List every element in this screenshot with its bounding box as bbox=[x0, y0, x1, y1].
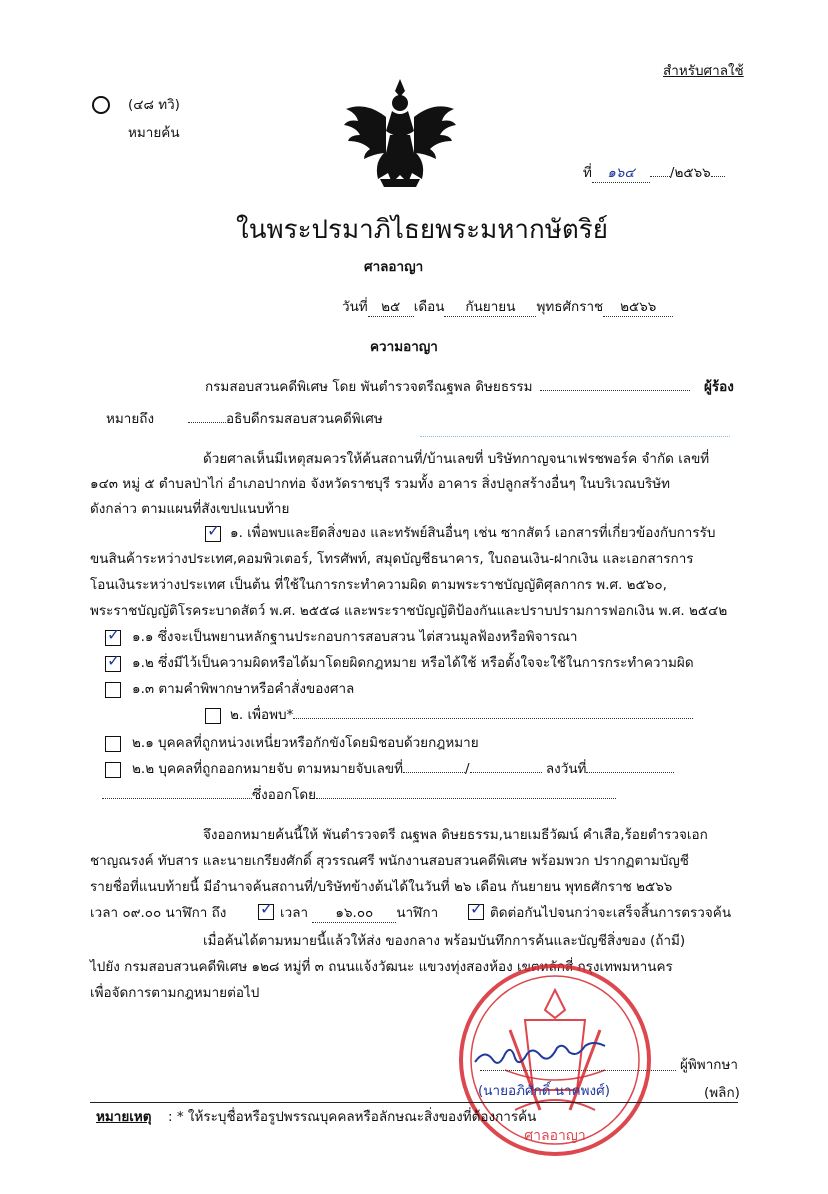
doc-number bbox=[583, 164, 725, 183]
item2-text: ๒. เพื่อพบ* bbox=[230, 707, 294, 723]
stamp-text: ศาลอาญา bbox=[524, 1128, 586, 1144]
form-title: หมายค้น bbox=[128, 125, 180, 141]
item2-1-checkbox[interactable] bbox=[105, 736, 121, 752]
doc-number-handwritten: ๑๖๔ bbox=[607, 165, 635, 181]
judge-name: (นายอภิศักดิ์ นาคพงศ์) bbox=[478, 1083, 610, 1099]
royal-heading: ในพระปรมาภิไธยพระมหากษัตริย์ bbox=[236, 215, 608, 245]
time-line bbox=[90, 904, 226, 922]
check-mark-icon: ✓ bbox=[207, 521, 221, 540]
item2-1-text: ๒.๑ บุคคลที่ถูกหน่วงเหนี่ยวหรือกักขังโดยมิชอบด้วยกฎหมาย bbox=[132, 735, 479, 751]
time-checkbox-2[interactable] bbox=[468, 899, 484, 920]
time-line-b bbox=[280, 904, 438, 923]
note-text: : * ให้ระบุชื่อหรือรูปพรรณบุคคลหรือลักษณะสิ่งของที่ต้องการค้น bbox=[168, 1109, 537, 1125]
time-from: เวลา ๐๙.๐๐ นาฬิกา ถึง bbox=[90, 905, 227, 921]
case-type: ความอาญา bbox=[370, 339, 438, 355]
doc-number-prefix: ที่ bbox=[583, 165, 592, 181]
arrest-date-label: ลงวันที่ bbox=[545, 761, 587, 777]
day-value: ๒๕ bbox=[381, 299, 401, 315]
item1-3-text: ๑.๓ ตามคำพิพากษาหรือคำสั่งของศาล bbox=[132, 681, 355, 697]
day-label: วันที่ bbox=[342, 299, 368, 315]
item2-line bbox=[230, 706, 693, 724]
time-continuous: ติดต่อกันไปจนกว่าจะเสร็จสิ้นการตรวจค้น bbox=[490, 905, 732, 921]
item1-checkbox[interactable] bbox=[205, 521, 221, 542]
arrest-warrant-label: ๒.๒ บุคคลที่ถูกออกหมายจับ ตามหมายจับเลขที่ bbox=[132, 761, 404, 777]
para1-line2: ๑๔๓ หมู่ ๕ ตำบลป่าไก่ อำเภอปากท่อ จังหวัดราชบุรี รวมทั้ง อาคาร สิ่งปลูกสร้างอื่นๆ ในบริเวณบริษัท bbox=[90, 476, 671, 492]
item1-1-checkbox[interactable] bbox=[105, 625, 121, 646]
para2-line1: จึงออกหมายค้นนี้ให้ พันตำรวจตรี ณฐพล ดิษยธรรม,นายเมธีวัฒน์ คำเสือ,ร้อยตำรวจเอก bbox=[203, 827, 708, 843]
issued-by-line bbox=[102, 786, 616, 804]
signature-line bbox=[480, 1058, 676, 1076]
para3-line3: เพื่อจัดการตามกฎหมายต่อไป bbox=[90, 985, 260, 1001]
check-mark-icon: ✓ bbox=[107, 651, 121, 670]
addressee-dotted-line bbox=[420, 436, 730, 437]
check-mark-icon: ✓ bbox=[470, 899, 484, 918]
para1-line1: ด้วยศาลเห็นมีเหตุสมควรให้ค้นสถานที่/บ้านเลขที่ บริษัทกาญจนาเฟรชพอร์ค จำกัด เลขที่ bbox=[203, 451, 710, 467]
petitioner-name: กรมสอบสวนคดีพิเศษ โดย พันตำรวจตรีณฐพล ดิษยธรรม bbox=[205, 379, 533, 395]
time-unit: นาฬิกา bbox=[396, 905, 439, 921]
judge-role: ผู้พิพากษา bbox=[680, 1057, 738, 1073]
form-number: (๔๘ ทวิ) bbox=[128, 97, 180, 113]
petitioner-line bbox=[205, 378, 690, 396]
time-checkbox-1[interactable] bbox=[258, 899, 274, 920]
item1-1-text: ๑.๑ ซึ่งจะเป็นพยานหลักฐานประกอบการสอบสวน ไต่สวนมูลฟ้องหรือพิจารณา bbox=[132, 629, 578, 645]
court-name: ศาลอาญา bbox=[364, 259, 424, 275]
time-to-label: เวลา bbox=[280, 905, 309, 921]
para2-line3: รายชื่อที่แนบท้ายนี้ มีอำนาจค้นสถานที่/บริษัทข้างต้นได้ในวันที่ ๒๖ เดือน กันยายน พุทธศักราช ๒๕๖๖ bbox=[90, 879, 673, 895]
item2-2-line: ๒.๒ บุคคลที่ถูกออกหมายจับ ตามหมายจับเลขที่ / ลงวันที่ bbox=[132, 760, 674, 778]
addressee-line bbox=[188, 410, 383, 428]
issued-by-label: ซึ่งออกโดย bbox=[252, 787, 317, 803]
form-circle-mark bbox=[92, 96, 110, 114]
addressee-label: หมายถึง bbox=[106, 411, 155, 427]
para3-line2: ไปยัง กรมสอบสวนคดีพิเศษ ๑๒๘ หมู่ที่ ๓ ถนนแจ้งวัฒนะ แขวงทุ่งสองห้อง เขตหลักสี่ กรุงเทพมหานคร bbox=[90, 959, 673, 975]
item1-line2: ขนสินค้าระหว่างประเทศ,คอมพิวเตอร์, โทรศัพท์, สมุดบัญชีธนาคาร, ใบถอนเงิน-ฝากเงิน และเอกสารการ bbox=[90, 551, 694, 567]
item2-2-checkbox[interactable] bbox=[105, 762, 121, 778]
era-label: พุทธศักราช bbox=[536, 299, 604, 315]
petitioner-role: ผู้ร้อง bbox=[704, 379, 734, 395]
para1-line3: ดังกล่าว ตามแผนที่สังเขปแนบท้าย bbox=[90, 501, 290, 517]
garuda-emblem-icon bbox=[340, 75, 460, 190]
note-label: หมายเหตุ bbox=[96, 1109, 152, 1125]
year-value: ๒๕๖๖ bbox=[620, 299, 657, 315]
item1-line3: โอนเงินระหว่างประเทศ เป็นต้น ที่ใช้ในการกระทำความผิด ตามพระราชบัญญัติศุลกากร พ.ศ. ๒๕๖๐, bbox=[90, 577, 667, 593]
para3-line1: เมื่อค้นได้ตามหมายนี้แล้วให้ส่ง ของกลาง พร้อมบันทึกการค้นและบัญชีสิ่งของ (ถ้ามี) bbox=[203, 933, 686, 949]
item2-checkbox[interactable] bbox=[205, 708, 221, 724]
item1-line4: พระราชบัญญัติโรคระบาดสัตว์ พ.ศ. ๒๕๕๘ และพระราชบัญญัติป้องกันและปราบปรามการฟอกเงิน พ.ศ. ๒๕๔๒ bbox=[90, 603, 728, 619]
turn-page-label: (พลิก) bbox=[704, 1085, 740, 1101]
check-mark-icon: ✓ bbox=[107, 625, 121, 644]
time-to-value: ๑๖.๐๐ bbox=[335, 905, 374, 921]
doc-number-year: /๒๕๖๖ bbox=[669, 165, 711, 181]
for-court-use-label: สำหรับศาลใช้ bbox=[663, 63, 744, 79]
date-line bbox=[342, 298, 673, 317]
para2-line2: ชาญณรงค์ ทับสาร และนายเกรียงศักดิ์ สุวรรณศรี พนักงานสอบสวนคดีพิเศษ พร้อมพวก ปรากฏตามบัญชี bbox=[90, 853, 689, 869]
addressee-value: อธิบดีกรมสอบสวนคดีพิเศษ bbox=[226, 411, 383, 427]
month-value: กันยายน bbox=[465, 299, 516, 315]
check-mark-icon: ✓ bbox=[260, 899, 274, 918]
footer-divider bbox=[90, 1102, 738, 1103]
item1-3-checkbox[interactable] bbox=[105, 682, 121, 698]
month-label: เดือน bbox=[413, 299, 445, 315]
item1-2-checkbox[interactable] bbox=[105, 651, 121, 672]
item1-2-text: ๑.๒ ซึ่งมีไว้เป็นความผิดหรือได้มาโดยผิดกฎหมาย หรือได้ใช้ หรือตั้งใจจะใช้ในการกระทำความผิด bbox=[132, 655, 694, 671]
item1-text: ๑. เพื่อพบและยึดสิ่งของ และทรัพย์สินอื่นๆ เช่น ซากสัตว์ เอกสารที่เกี่ยวข้องกับการรับ bbox=[230, 525, 716, 541]
